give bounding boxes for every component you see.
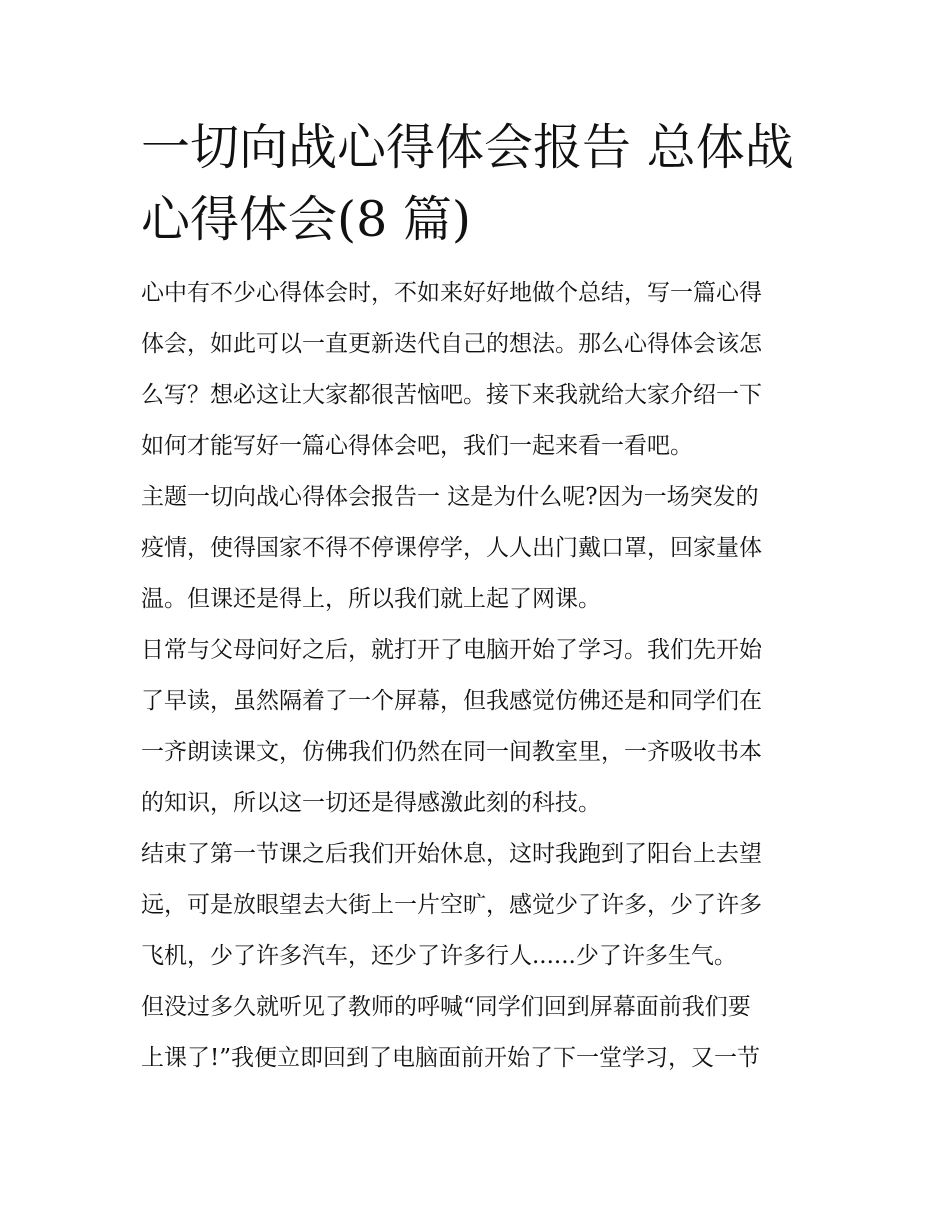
paragraph-line: 温。但课还是得上，所以我们就上起了网课。 bbox=[141, 586, 601, 612]
paragraph-line: 一齐朗读课文，仿佛我们仍然在同一间教室里，一齐吸收书本 bbox=[141, 739, 762, 765]
paragraph-line: 结束了第一节课之后我们开始休息，这时我跑到了阳台上去望 bbox=[141, 841, 762, 867]
document-content bbox=[141, 112, 813, 1084]
paragraph-line: 飞机，少了许多汽车，还少了许多行人......少了许多生气。 bbox=[141, 943, 737, 969]
paragraph-line: 的知识，所以这一切还是得感激此刻的科技。 bbox=[141, 790, 601, 816]
paragraph-line: 体会，如此可以一直更新迭代自己的想法。那么心得体会该怎 bbox=[141, 331, 762, 357]
paragraph-line: 了早读，虽然隔着了一个屏幕，但我感觉仿佛还是和同学们在 bbox=[141, 688, 762, 714]
title-line: 心得体会(8 篇) bbox=[141, 191, 471, 248]
title-line: 一切向战心得体会报告 总体战 bbox=[141, 119, 794, 176]
paragraph-line: 远，可是放眼望去大街上一片空旷，感觉少了许多，少了许多 bbox=[141, 892, 762, 918]
paragraph-line: 日常与父母问好之后，就打开了电脑开始了学习。我们先开始 bbox=[141, 637, 762, 663]
paragraph-line: 但没过多久就听见了教师的呼喊“同学们回到屏幕面前我们要 bbox=[141, 994, 751, 1020]
paragraph-line: 如何才能写好一篇心得体会吧，我们一起来看一看吧。 bbox=[141, 433, 693, 459]
paragraph bbox=[141, 982, 813, 1084]
article-body bbox=[141, 268, 813, 1084]
paragraph bbox=[141, 472, 813, 625]
paragraph-line: 主题一切向战心得体会报告一 这是为什么呢?因为一场突发的 bbox=[141, 484, 759, 510]
paragraph-line: 疫情，使得国家不得不停课停学，人人出门戴口罩，回家量体 bbox=[141, 535, 762, 561]
document-title bbox=[141, 112, 813, 256]
paragraph-line: 心中有不少心得体会时，不如来好好地做个总结，写一篇心得 bbox=[141, 280, 762, 306]
paragraph bbox=[141, 829, 813, 982]
paragraph bbox=[141, 268, 813, 472]
paragraph bbox=[141, 625, 813, 829]
paragraph-line: 上课了!”我便立即回到了电脑面前开始了下一堂学习，又一节 bbox=[141, 1045, 761, 1071]
paragraph-line: 么写？想必这让大家都很苦恼吧。接下来我就给大家介绍一下 bbox=[141, 382, 762, 408]
